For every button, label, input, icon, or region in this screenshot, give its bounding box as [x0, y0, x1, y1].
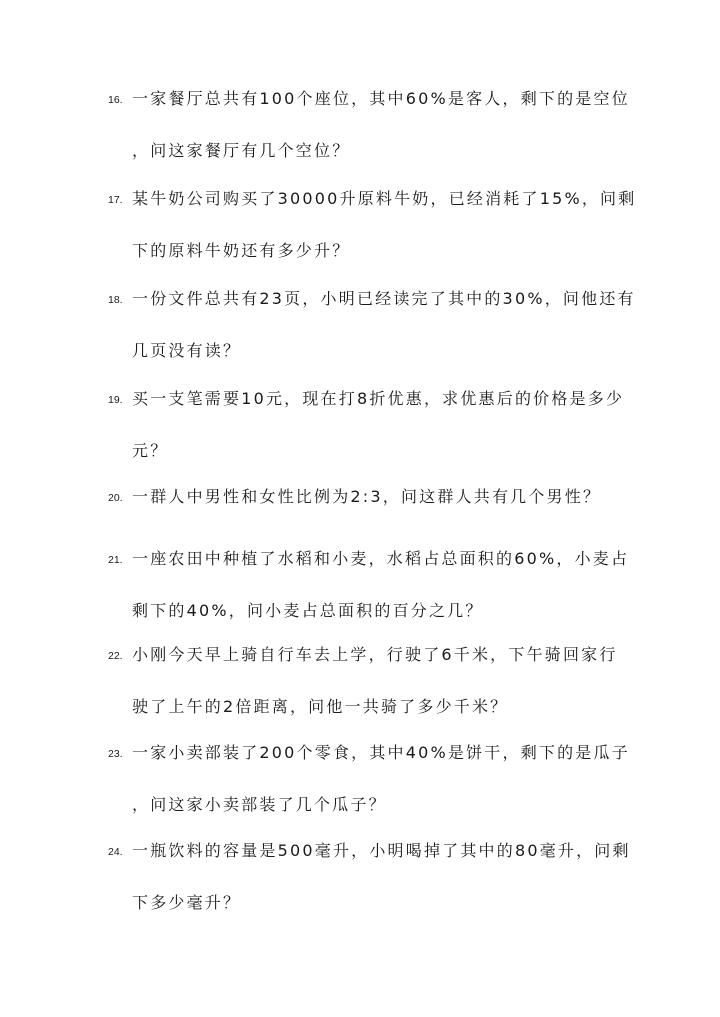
problem-line	[108, 642, 648, 694]
problem-text: 一份文件总共有23页，小明已经读完了其中的30%，问他还有	[132, 289, 636, 308]
problem-text: 买一支笔需要10元，现在打8折优惠，求优惠后的价格是多少	[132, 389, 625, 408]
problem-text: 一家餐厅总共有100个座位，其中60%是客人，剩下的是空位	[132, 89, 630, 108]
problem-line	[108, 838, 648, 890]
problem-23	[108, 740, 648, 844]
problem-text-continued: 下多少毫升？	[132, 893, 242, 912]
problem-line	[108, 484, 648, 536]
problem-number: 17.	[108, 194, 123, 206]
problem-21	[108, 546, 648, 650]
problem-text: 小刚今天早上骑自行车去上学，行驶了6千米，下午骑回家行	[132, 645, 618, 664]
problem-line	[108, 138, 648, 190]
problem-number: 16.	[108, 94, 123, 106]
problem-22	[108, 642, 648, 746]
problem-number: 21.	[108, 554, 123, 566]
problem-19	[108, 386, 648, 490]
problem-line	[108, 86, 648, 138]
problem-text-continued: 元？	[132, 441, 169, 460]
problem-line	[108, 740, 648, 792]
problem-number: 18.	[108, 294, 123, 306]
problem-20	[108, 484, 648, 536]
problem-text: 一瓶饮料的容量是500毫升，小明喝掉了其中的80毫升，问剩	[132, 841, 631, 860]
problem-24	[108, 838, 648, 942]
problem-text: 一座农田中种植了水稻和小麦，水稻占总面积的60%，小麦占	[132, 549, 630, 568]
problem-text: 一家小卖部装了200个零食，其中40%是饼干，剩下的是瓜子	[132, 743, 630, 762]
problem-line	[108, 546, 648, 598]
problem-line	[108, 438, 648, 490]
problem-line	[108, 792, 648, 844]
problem-text: 一群人中男性和女性比例为2:3，问这群人共有几个男性？	[132, 487, 602, 506]
problem-text-continued: 下的原料牛奶还有多少升？	[132, 241, 351, 260]
problem-line	[108, 386, 648, 438]
problem-text-continued: 几页没有读？	[132, 341, 242, 360]
problem-18	[108, 286, 648, 390]
problem-number: 19.	[108, 394, 123, 406]
problem-text: 某牛奶公司购买了30000升原料牛奶，已经消耗了15%，问剩	[132, 189, 637, 208]
problem-number: 20.	[108, 492, 123, 504]
problem-text-continued: 剩下的40%，问小麦占总面积的百分之几？	[132, 601, 484, 620]
problem-number: 24.	[108, 846, 123, 858]
problem-line	[108, 694, 648, 746]
problem-number: 22.	[108, 650, 123, 662]
problem-text-continued: ，问这家餐厅有几个空位？	[132, 141, 351, 160]
problem-16	[108, 86, 648, 190]
problem-line	[108, 890, 648, 942]
problem-17	[108, 186, 648, 290]
problem-text-continued: ，问这家小卖部装了几个瓜子？	[132, 795, 387, 814]
problem-line	[108, 286, 648, 338]
problem-number: 23.	[108, 748, 123, 760]
problem-line	[108, 338, 648, 390]
problem-line	[108, 186, 648, 238]
problem-line	[108, 238, 648, 290]
problem-text-continued: 驶了上午的2倍距离，问他一共骑了多少千米？	[132, 697, 509, 716]
